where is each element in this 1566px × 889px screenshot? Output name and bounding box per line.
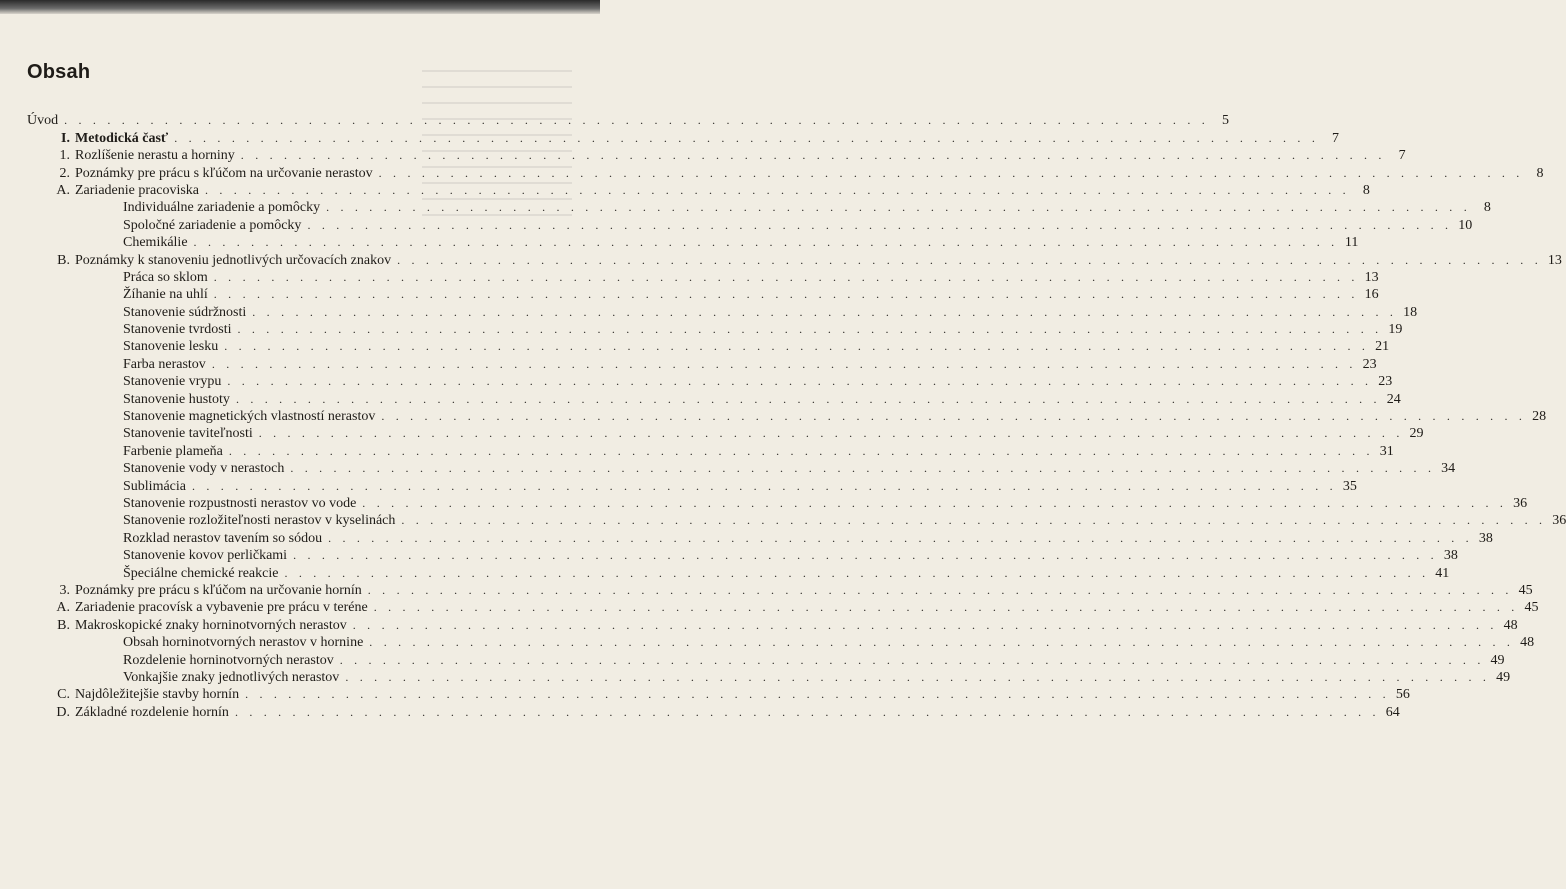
toc-entry-page: 31: [1379, 443, 1394, 459]
toc-entry: [27, 634, 1535, 651]
toc-entry: [27, 512, 1566, 529]
toc-entry: [27, 234, 1359, 251]
toc-entry-page: 23: [1378, 374, 1393, 390]
toc-entry: [27, 669, 1511, 686]
toc-entry: [27, 338, 1390, 355]
page-title: Obsah: [27, 61, 91, 83]
toc-leader-dots: . . . . . . . . . . . . . . . . . . . . . . . . . . . . . . . . . . . . . . . . . . . . . . . . . . . . . . . . . . . . . . . . . . . . . . . . . . . . . . . .: [397, 252, 1542, 267]
toc-leader-dots: . . . . . . . . . . . . . . . . . . . . . . . . . . . . . . . . . . . . . . . . . . . . . . . . . . . . . . . . . . . . . . . . . . . . . . . . . . . . . . . .: [345, 669, 1491, 684]
toc-leader-dots: . . . . . . . . . . . . . . . . . . . . . . . . . . . . . . . . . . . . . . . . . . . . . . . . . . . . . . . . . . . . . . . . . . . . . . . . . . . . . . . .: [193, 235, 1339, 250]
toc-entry-page: 11: [1344, 235, 1359, 251]
toc-entry-page: 13: [1547, 252, 1562, 268]
toc-entry-number: A.: [56, 600, 70, 616]
toc-leader-dots: . . . . . . . . . . . . . . . . . . . . . . . . . . . . . . . . . . . . . . . . . . . . . . . . . . . . . . . . . . . . . . . . . . . . . . . . . . . . . . . .: [367, 582, 1513, 597]
toc-entry-label: Farbenie plameňa: [123, 443, 223, 459]
toc-leader-dots: . . . . . . . . . . . . . . . . . . . . . . . . . . . . . . . . . . . . . . . . . . . . . . . . . . . . . . . . . . . . . . . . . . . . . . . . . . . . . . . .: [252, 304, 1398, 319]
toc-entry-page: 16: [1364, 287, 1379, 303]
toc-entry: [27, 408, 1547, 425]
toc-entry-label: Stanovenie hustoty: [123, 391, 230, 407]
toc-entry-label: Najdôležitejšie stavby hornín: [75, 687, 240, 703]
toc-entry-page: 28: [1532, 409, 1547, 425]
toc-entry-page: 64: [1385, 704, 1400, 720]
toc-leader-dots: . . . . . . . . . . . . . . . . . . . . . . . . . . . . . . . . . . . . . . . . . . . . . . . . . . . . . . . . . . . . . . . . . . . . . . . . . . . . . . . .: [237, 322, 1383, 337]
toc-leader-dots: . . . . . . . . . . . . . . . . . . . . . . . . . . . . . . . . . . . . . . . . . . . . . . . . . . . . . . . . . . . . . . . . . . . . . . . . . . . . . . . .: [64, 113, 1209, 128]
toc-entry: [27, 582, 1533, 599]
toc-leader-dots: . . . . . . . . . . . . . . . . . . . . . . . . . . . . . . . . . . . . . . . . . . . . . . . . . . . . . . . . . . . . . . . . . . . . . . . . . . . . . . . .: [373, 600, 1519, 615]
toc-leader-dots: . . . . . . . . . . . . . . . . . . . . . . . . . . . . . . . . . . . . . . . . . . . . . . . . . . . . . . . . . . . . . . . . . . . . . . . . . . . . . . . .: [362, 495, 1508, 510]
toc-entry: [27, 216, 1473, 233]
toc-leader-dots: . . . . . . . . . . . . . . . . . . . . . . . . . . . . . . . . . . . . . . . . . . . . . . . . . . . . . . . . . . . . . . . . . . . . . . . . . . . . . . . .: [378, 165, 1524, 180]
toc-entry: [27, 616, 1518, 633]
toc-entry-page: 8: [1483, 200, 1491, 216]
toc-entry-label: Zariadenie pracovísk a vybavenie pre prácu v teréne: [75, 600, 368, 616]
toc-entry: [27, 112, 1229, 129]
toc-entry: [27, 251, 1562, 268]
toc-leader-dots: . . . . . . . . . . . . . . . . . . . . . . . . . . . . . . . . . . . . . . . . . . . . . . . . . . . . . . . . . . . . . . . . . . . . . . . . . . . . . . . .: [245, 687, 1390, 702]
toc-entry-page: 49: [1496, 669, 1511, 685]
toc-leader-dots: . . . . . . . . . . . . . . . . . . . . . . . . . . . . . . . . . . . . . . . . . . . . . . . . . . . . . . . . . . . . . . . . . . . . . . . . . . . . . . . .: [369, 635, 1515, 650]
toc-entry-label: Obsah horninotvorných nerastov v hornine: [123, 635, 364, 651]
toc-entry-page: 8: [1536, 165, 1544, 181]
toc-entry-page: 56: [1395, 687, 1410, 703]
table-of-contents: [27, 112, 1566, 721]
toc-entry-page: 48: [1520, 635, 1535, 651]
toc-entry-label: Rozdelenie horninotvorných nerastov: [123, 652, 334, 668]
toc-entry-label: Stanovenie taviteľnosti: [123, 426, 253, 442]
toc-entry-page: 29: [1409, 426, 1424, 442]
toc-leader-dots: . . . . . . . . . . . . . . . . . . . . . . . . . . . . . . . . . . . . . . . . . . . . . . . . . . . . . . . . . . . . . . . . . . . . . . . . . . . . . . . .: [205, 182, 1350, 197]
toc-entry-number: 2.: [59, 165, 70, 181]
toc-entry-page: 21: [1375, 339, 1390, 355]
toc-entry-page: 41: [1435, 565, 1450, 581]
toc-entry: [27, 147, 1406, 164]
toc-leader-dots: . . . . . . . . . . . . . . . . . . . . . . . . . . . . . . . . . . . . . . . . . . . . . . . . . . . . . . . . . . . . . . . . . . . . . . . . . . . . . . . .: [401, 513, 1547, 528]
toc-entry-page: 49: [1490, 652, 1505, 668]
toc-entry-page: 38: [1443, 548, 1458, 564]
toc-entry: [27, 599, 1539, 616]
toc-entry: [27, 321, 1403, 338]
toc-entry-label: Sublimácia: [123, 478, 186, 494]
page-top-edge: [0, 0, 600, 14]
toc-leader-dots: . . . . . . . . . . . . . . . . . . . . . . . . . . . . . . . . . . . . . . . . . . . . . . . . . . . . . . . . . . . . . . . . . . . . . . . . . . . . . . . .: [307, 217, 1453, 232]
toc-leader-dots: . . . . . . . . . . . . . . . . . . . . . . . . . . . . . . . . . . . . . . . . . . . . . . . . . . . . . . . . . . . . . . . . . . . . . . . . . . . . . . . .: [224, 339, 1370, 354]
toc-entry-page: 7: [1398, 148, 1406, 164]
toc-entry-page: 24: [1386, 391, 1401, 407]
toc-entry-number: 1.: [59, 148, 70, 164]
toc-entry-label: Žíhanie na uhlí: [123, 287, 208, 303]
toc-leader-dots: . . . . . . . . . . . . . . . . . . . . . . . . . . . . . . . . . . . . . . . . . . . . . . . . . . . . . . . . . . . . . . . . . . . . . . . . . . . . . . . .: [234, 704, 1380, 719]
toc-leader-dots: . . . . . . . . . . . . . . . . . . . . . . . . . . . . . . . . . . . . . . . . . . . . . . . . . . . . . . . . . . . . . . . . . . . . . . . . . . . . . . . .: [240, 148, 1386, 163]
toc-leader-dots: . . . . . . . . . . . . . . . . . . . . . . . . . . . . . . . . . . . . . . . . . . . . . . . . . . . . . . . . . . . . . . . . . . . . . . . . . . . . . . . .: [211, 356, 1357, 371]
toc-entry: [27, 442, 1394, 459]
toc-leader-dots: . . . . . . . . . . . . . . . . . . . . . . . . . . . . . . . . . . . . . . . . . . . . . . . . . . . . . . . . . . . . . . . . . . . . . . . . . . . . . . . .: [293, 548, 1438, 563]
toc-entry: [27, 460, 1456, 477]
toc-entry: [27, 269, 1379, 286]
toc-entry-label: Individuálne zariadenie a pomôcky: [123, 200, 321, 216]
toc-entry-label: Stanovenie rozložiteľnosti nerastov v kyselinách: [123, 513, 396, 529]
toc-entry-page: 45: [1524, 600, 1539, 616]
toc-leader-dots: . . . . . . . . . . . . . . . . . . . . . . . . . . . . . . . . . . . . . . . . . . . . . . . . . . . . . . . . . . . . . . . . . . . . . . . . . . . . . . . .: [213, 269, 1359, 284]
toc-entry: [27, 425, 1424, 442]
toc-leader-dots: . . . . . . . . . . . . . . . . . . . . . . . . . . . . . . . . . . . . . . . . . . . . . . . . . . . . . . . . . . . . . . . . . . . . . . . . . . . . . . . .: [228, 443, 1374, 458]
toc-entry-page: 35: [1342, 478, 1357, 494]
toc-entry-page: 23: [1362, 356, 1377, 372]
toc-entry-label: Stanovenie vrypu: [123, 374, 222, 390]
toc-leader-dots: . . . . . . . . . . . . . . . . . . . . . . . . . . . . . . . . . . . . . . . . . . . . . . . . . . . . . . . . . . . . . . . . . . . . . . . . . . . . . . . .: [352, 617, 1498, 632]
toc-entry-number: C.: [57, 687, 70, 703]
toc-entry-number: D.: [56, 704, 70, 720]
toc-entry-page: 18: [1403, 304, 1418, 320]
toc-entry: [27, 495, 1528, 512]
toc-entry-label: Úvod: [27, 113, 59, 129]
toc-leader-dots: . . . . . . . . . . . . . . . . . . . . . . . . . . . . . . . . . . . . . . . . . . . . . . . . . . . . . . . . . . . . . . . . . . . . . . . . . . . . . . . .: [235, 391, 1381, 406]
toc-entry-label: Stanovenie súdržnosti: [123, 304, 247, 320]
toc-leader-dots: . . . . . . . . . . . . . . . . . . . . . . . . . . . . . . . . . . . . . . . . . . . . . . . . . . . . . . . . . . . . . . . . . . . . . . . . . . . . . . . .: [326, 200, 1471, 215]
toc-entry-page: 8: [1362, 182, 1370, 198]
toc-leader-dots: . . . . . . . . . . . . . . . . . . . . . . . . . . . . . . . . . . . . . . . . . . . . . . . . . . . . . . . . . . . . . . . . . . . . . . . . . . . . . . . .: [284, 565, 1430, 580]
toc-entry-label: Vonkajšie znaky jednotlivých nerastov: [123, 669, 340, 685]
toc-leader-dots: . . . . . . . . . . . . . . . . . . . . . . . . . . . . . . . . . . . . . . . . . . . . . . . . . . . . . . . . . . . . . . . . . . . . . . . . . . . . . . . .: [381, 409, 1527, 424]
toc-entry-page: 36: [1513, 495, 1528, 511]
toc-entry-label: Stanovenie magnetických vlastností nerastov: [123, 409, 376, 425]
toc-entry: [27, 182, 1370, 199]
toc-leader-dots: . . . . . . . . . . . . . . . . . . . . . . . . . . . . . . . . . . . . . . . . . . . . . . . . . . . . . . . . . . . . . . . . . . . . . . . . . . . . . . . .: [213, 287, 1359, 302]
toc-entry-label: Rozlíšenie nerastu a horniny: [75, 148, 235, 164]
toc-entry: [27, 547, 1458, 564]
toc-leader-dots: . . . . . . . . . . . . . . . . . . . . . . . . . . . . . . . . . . . . . . . . . . . . . . . . . . . . . . . . . . . . . . . . . . . . . . . . . . . . . . . .: [258, 426, 1404, 441]
toc-entry-label: Spoločné zariadenie a pomôcky: [123, 217, 302, 233]
toc-entry: [27, 651, 1505, 668]
toc-entry-label: Stanovenie tvrdosti: [123, 322, 232, 338]
toc-leader-dots: . . . . . . . . . . . . . . . . . . . . . . . . . . . . . . . . . . . . . . . . . . . . . . . . . . . . . . . . . . . . . . . . . . . . . . . . . . . . . . . .: [290, 461, 1436, 476]
toc-entry-label: Stanovenie lesku: [123, 339, 219, 355]
toc-entry: [27, 390, 1401, 407]
toc-entry: [27, 129, 1340, 146]
toc-entry-label: Práca so sklom: [123, 269, 208, 285]
toc-entry-label: Zariadenie pracoviska: [75, 182, 199, 198]
toc-entry-number: B.: [57, 252, 70, 268]
toc-entry-page: 19: [1388, 322, 1403, 338]
toc-entry: [27, 286, 1379, 303]
toc-entry-label: Stanovenie rozpustnosti nerastov vo vode: [123, 495, 357, 511]
toc-leader-dots: . . . . . . . . . . . . . . . . . . . . . . . . . . . . . . . . . . . . . . . . . . . . . . . . . . . . . . . . . . . . . . . . . . . . . . . . . . . . . . . .: [192, 478, 1337, 493]
toc-entry-label: Rozklad nerastov tavením so sódou: [123, 530, 323, 546]
toc-entry-number: B.: [57, 617, 70, 633]
toc-entry-number: 3.: [59, 582, 70, 598]
toc-entry-label: Stanovenie kovov perličkami: [123, 548, 288, 564]
toc-entry: [27, 686, 1410, 703]
toc-entry-page: 7: [1332, 130, 1340, 146]
toc-entry-page: 45: [1518, 582, 1533, 598]
toc-entry-page: 13: [1364, 269, 1379, 285]
toc-entry-label: Farba nerastov: [123, 356, 206, 372]
toc-entry-label: Špeciálne chemické reakcie: [123, 565, 279, 581]
toc-entry-label: Makroskopické znaky horninotvorných nerastov: [75, 617, 347, 633]
toc-entry: [27, 703, 1400, 720]
toc-leader-dots: . . . . . . . . . . . . . . . . . . . . . . . . . . . . . . . . . . . . . . . . . . . . . . . . . . . . . . . . . . . . . . . . . . . . . . . . . . . . . . . .: [174, 130, 1320, 145]
toc-entry-label: Základné rozdelenie hornín: [75, 704, 229, 720]
toc-entry-page: 10: [1458, 217, 1473, 233]
toc-entry-page: 34: [1441, 461, 1456, 477]
toc-entry: [27, 355, 1377, 372]
toc-leader-dots: . . . . . . . . . . . . . . . . . . . . . . . . . . . . . . . . . . . . . . . . . . . . . . . . . . . . . . . . . . . . . . . . . . . . . . . . . . . . . . . .: [339, 652, 1485, 667]
toc-entry-page: 5: [1221, 113, 1229, 129]
toc-entry: [27, 164, 1544, 181]
toc-entry-label: Chemikálie: [123, 235, 188, 251]
toc-entry-page: 48: [1503, 617, 1518, 633]
toc-leader-dots: . . . . . . . . . . . . . . . . . . . . . . . . . . . . . . . . . . . . . . . . . . . . . . . . . . . . . . . . . . . . . . . . . . . . . . . . . . . . . . . .: [227, 374, 1373, 389]
toc-entry-number: I.: [61, 130, 70, 146]
toc-entry: [27, 373, 1393, 390]
toc-entry-label: Metodická časť: [75, 130, 169, 146]
toc-entry: [27, 564, 1450, 581]
toc-entry: [27, 477, 1357, 494]
toc-entry-label: Poznámky pre prácu s kľúčom na určovanie hornín: [75, 582, 362, 598]
toc-entry-page: 36: [1552, 513, 1566, 529]
toc-entry-label: Poznámky pre prácu s kľúčom na určovanie nerastov: [75, 165, 373, 181]
toc-leader-dots: . . . . . . . . . . . . . . . . . . . . . . . . . . . . . . . . . . . . . . . . . . . . . . . . . . . . . . . . . . . . . . . . . . . . . . . . . . . . . . . .: [328, 530, 1473, 545]
toc-entry: [27, 529, 1493, 546]
toc-entry: [27, 199, 1491, 216]
toc-entry-label: Poznámky k stanoveniu jednotlivých určovacích znakov: [75, 252, 392, 268]
toc-entry-page: 38: [1478, 530, 1493, 546]
toc-entry-label: Stanovenie vody v nerastoch: [123, 461, 285, 477]
toc-entry: [27, 303, 1418, 320]
toc-entry-number: A.: [56, 182, 70, 198]
